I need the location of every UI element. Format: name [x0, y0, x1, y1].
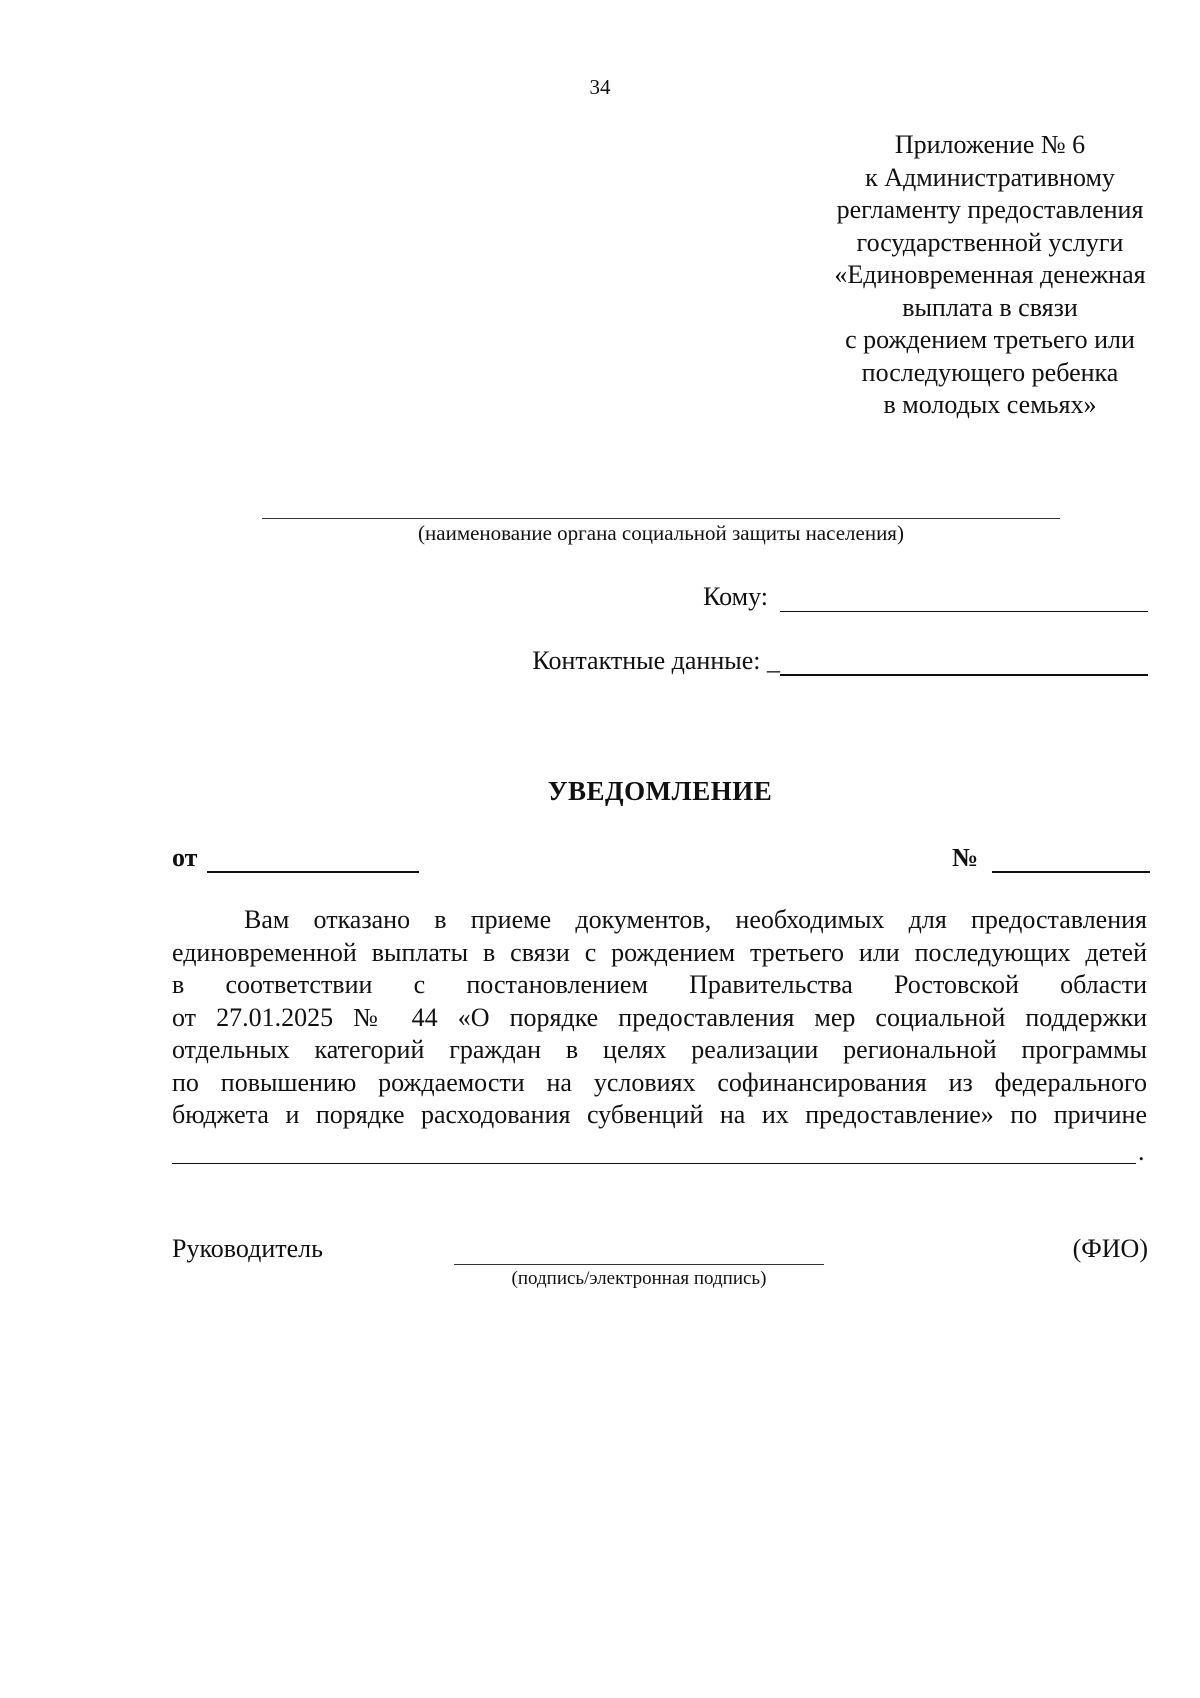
appendix-line: к Административному — [865, 162, 1115, 192]
to-label: Кому: — [703, 582, 768, 611]
body-line: отдельных категорий граждан в целях реализации региональной программы — [172, 1035, 1147, 1064]
appendix-block — [770, 129, 1200, 422]
org-name-field-line[interactable] — [262, 518, 1060, 519]
number-label: № — [952, 843, 979, 872]
page-number: 34 — [589, 75, 611, 99]
org-name-caption: (наименование органа социальной защиты населения) — [418, 521, 904, 545]
appendix-line: регламенту предоставления — [836, 195, 1144, 224]
head-label: Руководитель — [172, 1234, 323, 1263]
fio-label: (ФИО) — [1072, 1234, 1148, 1263]
document-title: УВЕДОМЛЕНИЕ — [547, 776, 773, 806]
date-row — [172, 843, 419, 873]
body-line: Вам отказано в приеме документов, необходимых для предоставления — [244, 905, 1147, 934]
contact-label: Контактные данные: _ — [532, 646, 780, 675]
reason-end-punct: . — [1138, 1137, 1145, 1166]
number-row — [952, 843, 1150, 873]
body-line: по повышению рождаемости на условиях софинансирования из федерального — [172, 1067, 1147, 1097]
reason-field[interactable] — [172, 1163, 1136, 1164]
appendix-line: государственной услуги — [856, 227, 1124, 257]
appendix-line: последующего ребенка — [861, 357, 1119, 387]
recipient-row — [703, 582, 1148, 612]
appendix-line: «Единовременная денежная — [834, 260, 1146, 289]
contact-row — [532, 646, 1148, 676]
body-line: в соответствии с постановлением Правительства Ростовской области — [172, 970, 1147, 999]
appendix-line: выплата в связи — [902, 292, 1078, 322]
body-text — [172, 904, 1147, 1132]
appendix-line: с рождением третьего или — [845, 325, 1135, 354]
body-line: единовременной выплаты в связи с рождением третьего или последующих детей — [172, 937, 1147, 967]
body-line: бюджета и порядке расходования субвенций на их предоставление» по причине — [172, 1100, 1147, 1129]
date-field[interactable] — [207, 843, 419, 873]
appendix-line: Приложение № 6 — [894, 130, 1086, 159]
appendix-line: в молодых семьях» — [883, 390, 1097, 419]
signature-field[interactable] — [454, 1264, 824, 1265]
signature-caption: (подпись/электронная подпись) — [511, 1268, 767, 1289]
from-label: от — [172, 843, 198, 872]
body-line: от 27.01.2025 № 44 «О порядке предоставления мер социальной поддержки — [172, 1002, 1147, 1032]
number-field[interactable] — [992, 843, 1150, 873]
contact-field[interactable] — [780, 646, 1148, 676]
to-field[interactable] — [780, 583, 1148, 612]
